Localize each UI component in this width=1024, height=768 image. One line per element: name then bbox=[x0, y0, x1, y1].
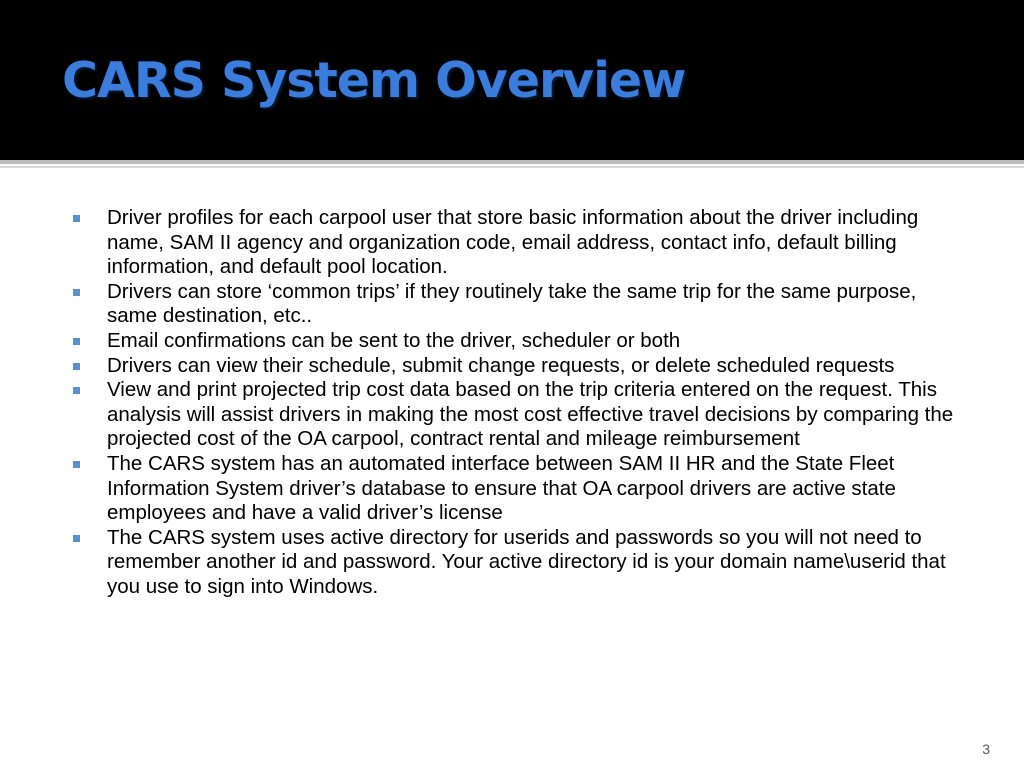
square-bullet-icon bbox=[72, 280, 107, 305]
title-divider-secondary bbox=[0, 166, 1024, 168]
bullet-text: Drivers can store ‘common trips’ if they routinely take the same trip for the same purpose, same destination, etc.. bbox=[107, 279, 917, 328]
square-bullet-icon bbox=[72, 452, 107, 477]
square-bullet-icon bbox=[72, 206, 107, 231]
square-bullet-icon bbox=[72, 329, 107, 354]
bullet-item bbox=[72, 206, 972, 280]
slide-title: CARS System Overview bbox=[62, 52, 686, 109]
square-bullet-icon bbox=[72, 526, 107, 551]
bullet-text: The CARS system has an automated interface between SAM II HR and the State Fleet Information System driver’s database to ensure that OA carpool drivers are active state employees and have a valid driver’s license bbox=[107, 451, 896, 525]
bullet-text: Drivers can view their schedule, submit change requests, or delete scheduled requests bbox=[107, 353, 895, 377]
bullet-item bbox=[72, 378, 972, 452]
bullet-item bbox=[72, 280, 972, 329]
square-bullet-icon bbox=[72, 378, 107, 403]
page-number: 3 bbox=[982, 741, 990, 757]
square-bullet-icon bbox=[72, 354, 107, 379]
title-divider bbox=[0, 160, 1024, 164]
bullet-text: View and print projected trip cost data based on the trip criteria entered on the request. This analysis will assist drivers in making the most cost effective travel decisions by comparing the projected cost of the OA carpool, contract rental and mileage reimbursement bbox=[107, 378, 954, 451]
bullet-text: Email confirmations can be sent to the driver, scheduler or both bbox=[107, 328, 681, 352]
bullet-item bbox=[72, 329, 972, 354]
bullet-item bbox=[72, 452, 972, 526]
title-band bbox=[0, 0, 1024, 160]
bullet-text: Driver profiles for each carpool user that store basic information about the driver including name, SAM II agency and organization code, email address, contact info, default billing information, and default pool location. bbox=[107, 206, 919, 279]
bullet-item bbox=[72, 526, 972, 600]
bullet-item bbox=[72, 354, 972, 379]
bullet-text: The CARS system uses active directory for userids and passwords so you will not need to remember another id and password. Your active directory id is your domain name\userid that you use to sign into Windows. bbox=[107, 525, 946, 598]
bullet-list bbox=[72, 206, 972, 600]
